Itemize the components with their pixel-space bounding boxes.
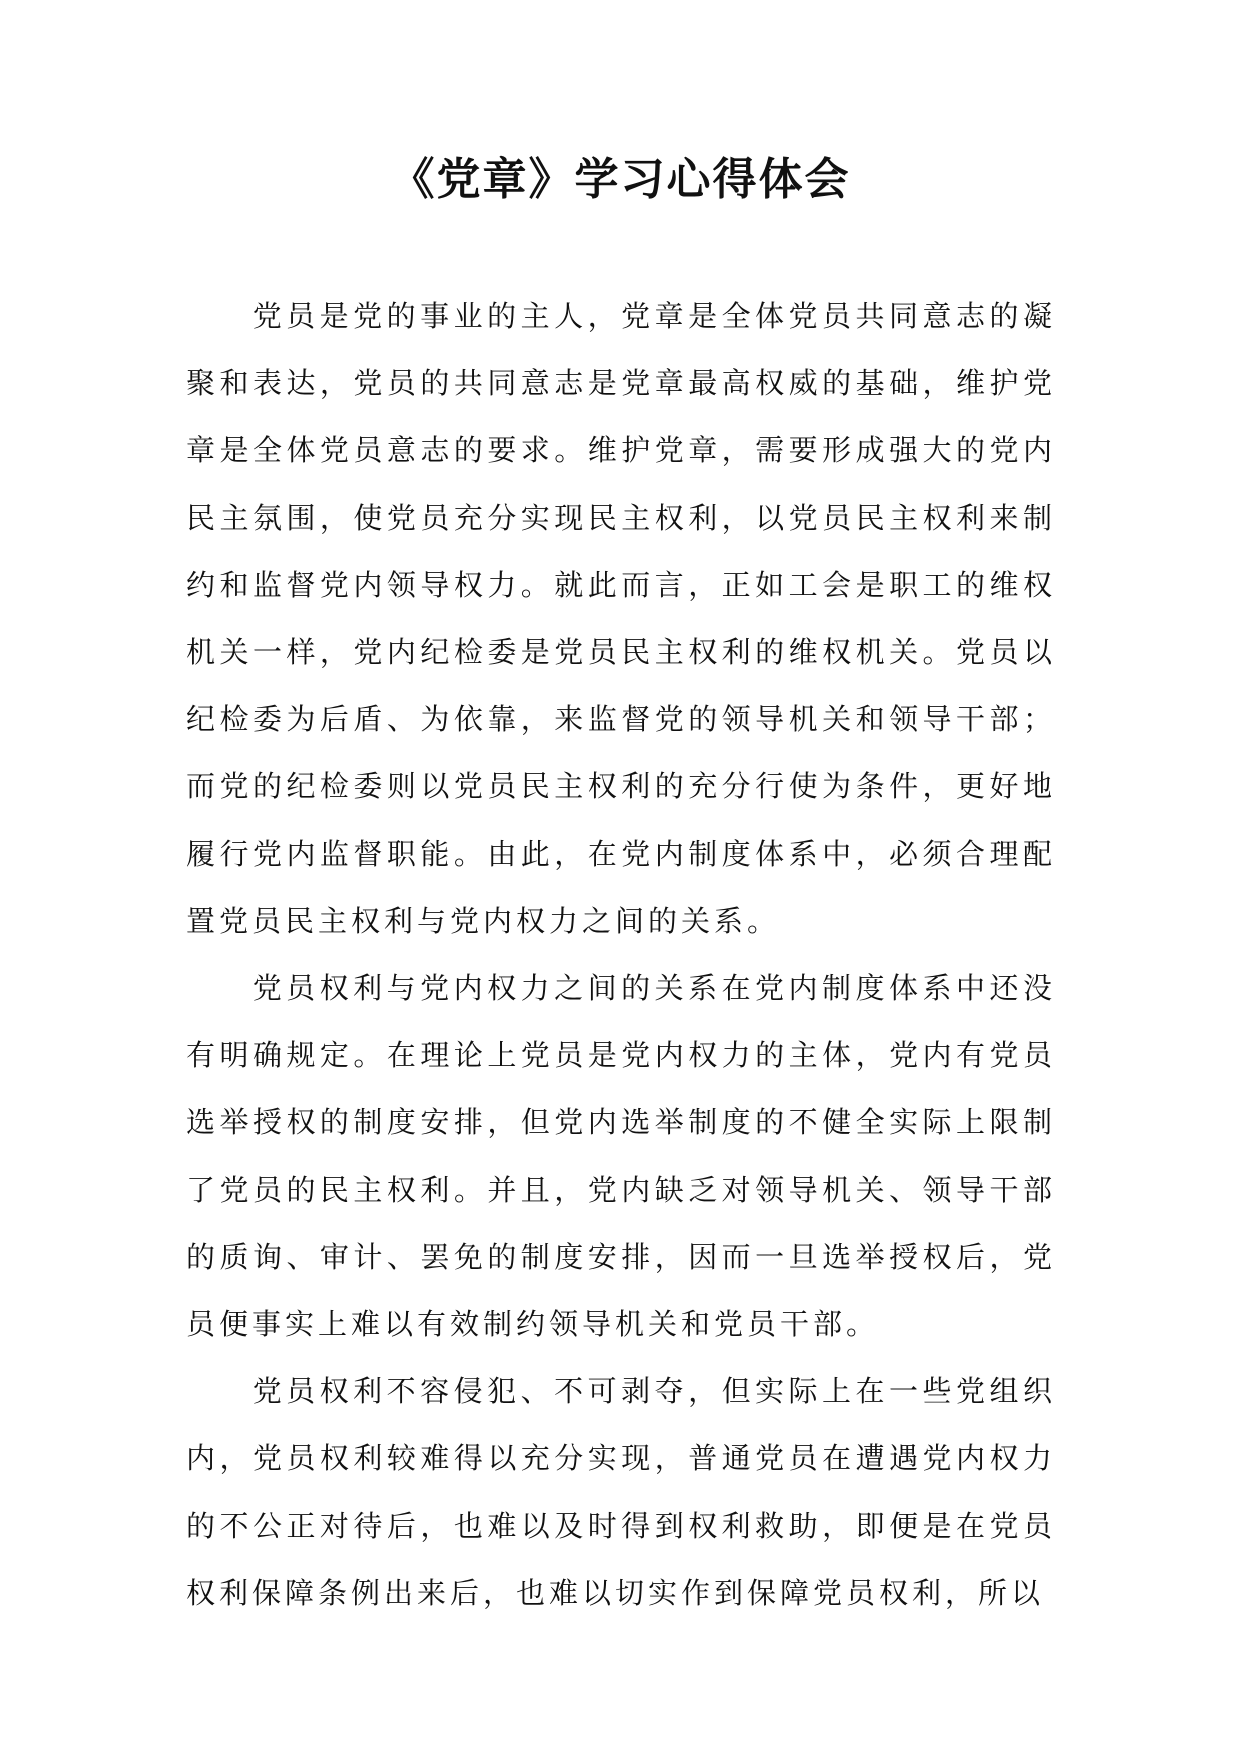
- document-body: [186, 283, 1056, 1627]
- paragraph: 党员是党的事业的主人，党章是全体党员共同意志的凝聚和表达，党员的共同意志是党章最高权威的基础，维护党章是全体党员意志的要求。维护党章，需要形成强大的党内民主氛围，使党员充分实现民主权利，以党员民主权利来制约和监督党内领导权力。就此而言，正如工会是职工的维权机关一样，党内纪检委是党员民主权利的维权机关。党员以纪检委为后盾、为依靠，来监督党的领导机关和领导干部；而党的纪检委则以党员民主权利的充分行使为条件，更好地履行党内监督职能。由此，在党内制度体系中，必须合理配置党员民主权利与党内权力之间的关系。: [186, 299, 1056, 938]
- paragraph: 党员权利不容侵犯、不可剥夺，但实际上在一些党组织内，党员权利较难得以充分实现，普通党员在遭遇党内权力的不公正对待后，也难以及时得到权利救助，即便是在党员权利保障条例出来后，也难以切实作到保障党员权利，所以: [186, 1374, 1056, 1610]
- document-title: 《党章》学习心得体会: [390, 154, 851, 205]
- paragraph: 党员权利与党内权力之间的关系在党内制度体系中还没有明确规定。在理论上党员是党内权力的主体，党内有党员选举授权的制度安排，但党内选举制度的不健全实际上限制了党员的民主权利。并且，党内缺乏对领导机关、领导干部的质询、审计、罢免的制度安排，因而一旦选举授权后，党员便事实上难以有效制约领导机关和党员干部。: [186, 971, 1056, 1342]
